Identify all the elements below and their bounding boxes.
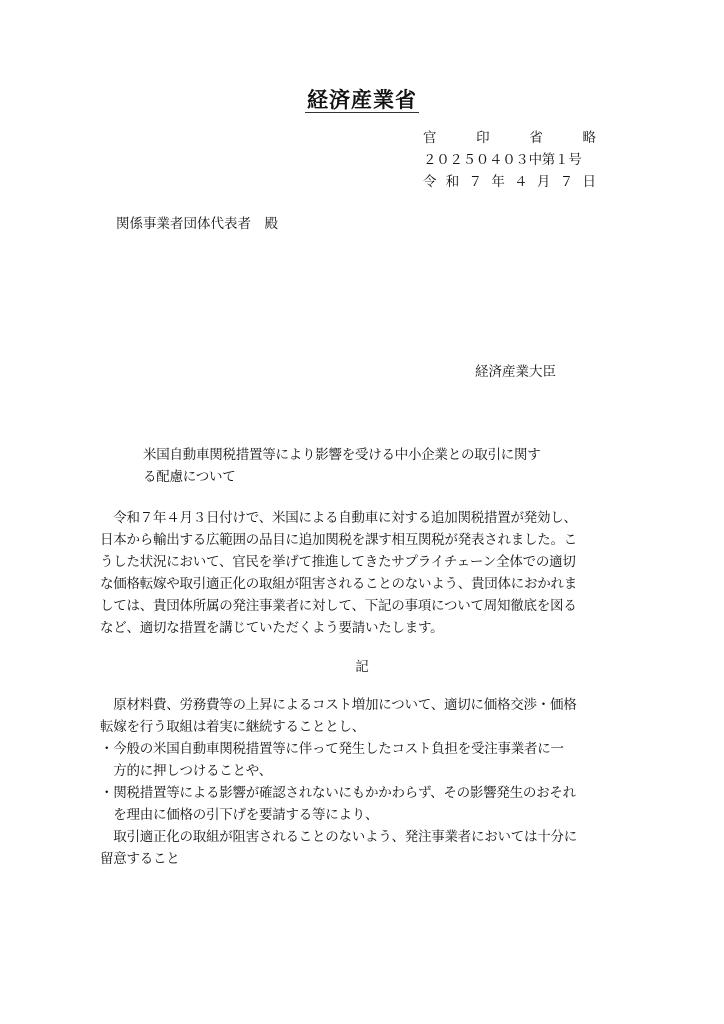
- body-paragraph: [100, 507, 624, 639]
- notice-line: を理由に価格の引下げを要請する等により、: [100, 807, 379, 823]
- seal-omitted-row: [423, 127, 596, 149]
- seal-char: 省: [529, 130, 543, 146]
- subject-line: る配慮について: [143, 469, 236, 485]
- date-char: 月: [536, 174, 551, 190]
- notice-line: 取引適正化の取組が阻害されることのないよう、発注事業者においては十分に: [100, 829, 577, 845]
- date-char: 和: [445, 174, 460, 190]
- subject-line: 米国自動車関税措置等により影響を受ける中小企業との取引に関す: [143, 447, 541, 463]
- document-number: ２０２５０４０３中第１号: [423, 152, 582, 168]
- ministry-title: 経済産業省: [307, 87, 417, 112]
- body-line: 令和７年４月３日付けで、米国による自動車に対する追加関税措置が発効し、: [100, 510, 577, 526]
- seal-char: 印: [476, 130, 490, 146]
- addressee: 関係事業者団体代表者 殿: [116, 216, 278, 232]
- notice-line: 転嫁を行う取組は着実に継続することとし、: [100, 719, 365, 735]
- body-line: な価格転嫁や取引適正化の取組が阻害されることのないよう、貴団体におかれま: [100, 576, 577, 592]
- body-line: 日本から輸出する広範囲の品目に追加関税を課す相互関税が発表されました。こ: [100, 532, 577, 548]
- body-line: うした状況において、官民を挙げて推進してきたサプライチェーン全体での適切: [100, 554, 576, 570]
- date-char: ７: [559, 174, 574, 190]
- notice-line: 方的に押しつけることや、: [100, 763, 272, 779]
- notice-line: 原材料費、労務費等の上昇によるコスト増加について、適切に価格交渉・価格: [100, 697, 577, 713]
- document-date: [423, 171, 596, 193]
- body-line: など、適切な措置を講じていただくよう要請いたします。: [100, 620, 444, 636]
- notice-line: ・今般の米国自動車関税措置等に伴って発生したコスト負担を受注事業者に一: [100, 741, 564, 757]
- date-char: ４: [514, 174, 528, 190]
- notice-section: [100, 694, 624, 870]
- seal-char: 官: [423, 130, 437, 146]
- ki-heading: 記: [355, 659, 369, 675]
- date-char: 令: [423, 174, 437, 190]
- seal-char: 略: [582, 130, 596, 146]
- date-char: ７: [468, 174, 483, 190]
- notice-line: ・関税措置等による影響が確認されないにもかかわらず、その影響発生のおそれ: [100, 785, 576, 801]
- subject: [143, 444, 541, 488]
- sender: 経済産業大臣: [475, 364, 556, 380]
- ministry-header: [0, 84, 724, 114]
- notice-line: 留意すること: [100, 851, 180, 867]
- date-char: 年: [491, 174, 505, 190]
- body-line: しては、貴団体所属の発注事業者に対して、下記の事項について周知徹底を図る: [100, 598, 577, 614]
- document-meta: [423, 127, 596, 193]
- date-char: 日: [582, 174, 596, 190]
